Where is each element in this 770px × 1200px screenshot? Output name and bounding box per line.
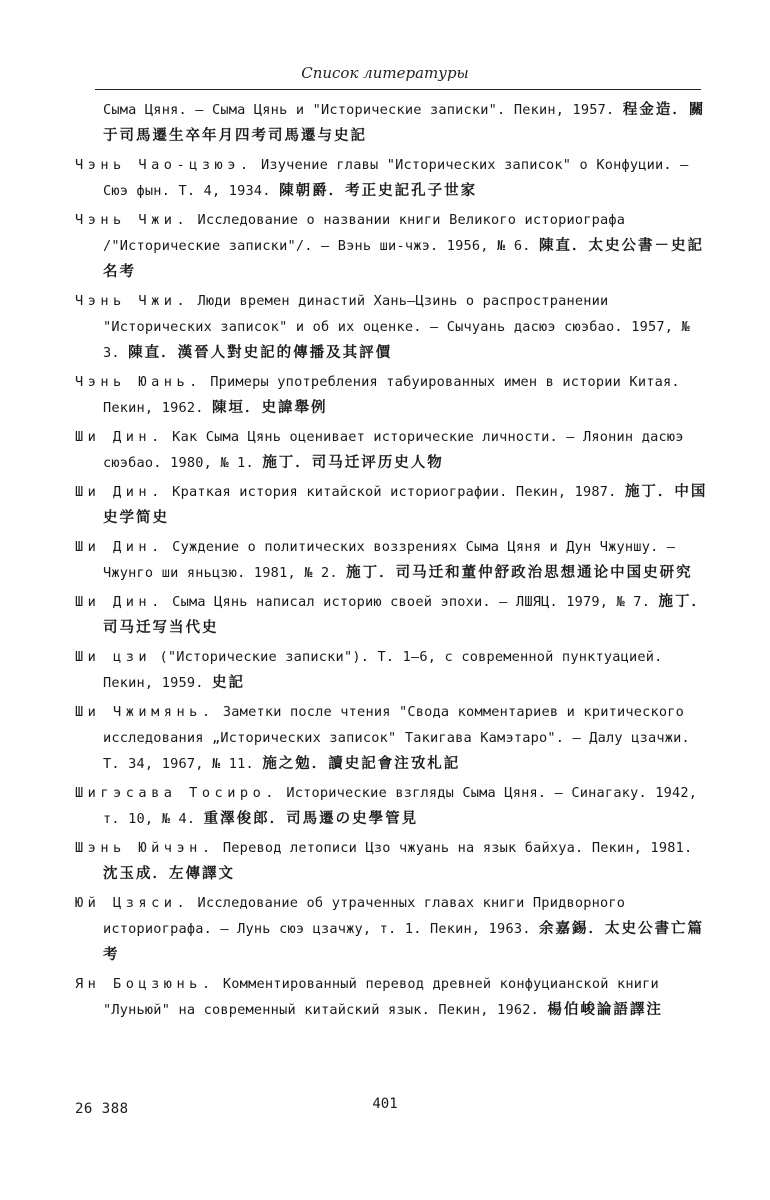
bibliography-entry: [75, 644, 715, 696]
entry-author: Ян Боцзюнь.: [75, 976, 215, 992]
entry-chinese-title: 史記: [212, 675, 245, 691]
entry-author: Ши Чжимянь.: [75, 704, 215, 720]
bibliography-entry: [75, 699, 715, 777]
entry-author: Шэнь Юйчэн.: [75, 840, 215, 856]
entry-chinese-title: 施丁．司马迁和董仲舒政治思想通论中国史研究: [346, 565, 693, 581]
entry-text: Исследование о названии книги Великого историографа /"Исторические записки"/. — Вэнь ши-чжэ. 1956, № 6.: [103, 212, 626, 254]
entry-text: Заметки после чтения "Свода комментариев и критического исследования „Исторических записок" Такигава Камэтаро". — Далу цзачжи. Т. 34, 1967, № 11.: [103, 704, 690, 772]
entry-author: Чэнь Чжи.: [75, 212, 190, 228]
entry-text: Исторические взгляды Сыма Цяня. — Синагаку. 1942, т. 10, № 4.: [103, 785, 698, 827]
entry-chinese-title: 陳朝爵．考正史記孔子世家: [279, 183, 478, 199]
bibliography-entry: [75, 780, 715, 832]
entry-text: Изучение главы "Исторических записок" о Конфуции. — Сюэ фын. Т. 4, 1934.: [103, 157, 689, 199]
entry-text: Комментированный перевод древней конфуцианской книги "Луньюй" на современный китайский язык. Пекин, 1962.: [103, 976, 659, 1018]
entry-chinese-title: 陳垣．史諱舉例: [212, 400, 328, 416]
bibliography-entry: [75, 424, 715, 476]
entry-chinese-title: 陳直．太史公書－史記名考: [103, 238, 704, 280]
bibliography-entry: [75, 589, 715, 641]
header-rule: [95, 89, 701, 90]
entry-chinese-title: 陳直．漢晉人對史記的傳播及其評價: [128, 345, 393, 361]
entry-chinese-title: 沈玉成．左傳譯文: [103, 866, 235, 882]
entry-text: Перевод летописи Цзо чжуань на язык байхуа. Пекин, 1981.: [214, 840, 693, 856]
entry-author: Ши цзи: [75, 649, 152, 665]
entry-author: Ши Дин.: [75, 539, 164, 555]
entry-text: Сыма Цянь написал историю своей эпохи. — ЛШЯЦ. 1979, № 7.: [163, 594, 659, 610]
entry-text: Люди времен династий Хань—Цзинь о распространении "Исторических записок" и об их оценке. — Сычуань дасюэ сюэбао. 1957, № 3.: [103, 293, 690, 361]
entry-author: Чэнь Юань.: [75, 374, 202, 390]
entry-text: Краткая история китайской историографии. Пекин, 1987.: [163, 484, 625, 500]
entry-chinese-title: 楊伯峻論語譯注: [547, 1002, 663, 1018]
entry-text: ("Исторические записки"). Т. 1–6, с современной пунктуацией. Пекин, 1959.: [103, 649, 663, 691]
bibliography-entry: [75, 479, 715, 531]
printer-signature-mark: 26 388: [75, 1101, 129, 1117]
entry-author: Ши Дин.: [75, 484, 164, 500]
bibliography-entry: [75, 369, 715, 421]
entry-author: Чэнь Чао-цзюэ.: [75, 157, 253, 173]
entry-chinese-title: 施丁．中国史学简史: [103, 484, 708, 526]
bibliography-entry: [75, 288, 715, 366]
entry-text: Исследование об утраченных главах книги Придворного историографа. — Лунь сюэ цзачжу, т. 1. Пекин, 1963.: [103, 895, 626, 937]
entry-text: Сыма Цяня. — Сыма Цянь и "Исторические записки". Пекин, 1957.: [103, 102, 623, 118]
entry-chinese-title: 程金造．關于司馬遷生卒年月四考司馬遷与史記: [103, 102, 706, 144]
entry-author: Ши Дин.: [75, 594, 164, 610]
entry-author: Чэнь Чжи.: [75, 293, 190, 309]
entry-author: Юй Цзяси.: [75, 895, 190, 911]
entry-author: Ши Дин.: [75, 429, 164, 445]
entry-text: Примеры употребления табуированных имен в истории Китая. Пекин, 1962.: [103, 374, 680, 416]
bibliography-entry: [75, 835, 715, 887]
running-head-title: Список литературы: [301, 64, 469, 82]
page-number: 401: [372, 1096, 398, 1112]
bibliography-entry: [75, 97, 715, 149]
entry-chinese-title: 施之勉．讀史記會注攷札記: [262, 756, 461, 772]
bibliography-entry: [75, 534, 715, 586]
entry-chinese-title: 施丁．司马迁写当代史: [103, 594, 708, 636]
entry-text: Суждение о политических воззрениях Сыма Цяня и Дун Чжуншу. — Чжунго ши яньцзю. 1981, № 2.: [103, 539, 676, 581]
entry-text: Как Сыма Цянь оценивает исторические личности. — Ляонин дасюэ сюэбао. 1980, № 1.: [103, 429, 684, 471]
entry-chinese-title: 余嘉錫．太史公書亡篇考: [103, 921, 704, 963]
bibliography-list: [75, 97, 715, 1026]
bibliography-entry: [75, 152, 715, 204]
entry-chinese-title: 施丁．司马迁评历史人物: [262, 455, 444, 471]
entry-chinese-title: 重澤俊郎．司馬遷の史學管見: [203, 811, 419, 827]
bibliography-entry: [75, 207, 715, 285]
bibliography-entry: [75, 890, 715, 968]
bibliography-entry: [75, 971, 715, 1023]
entry-author: Шигэсава Тосиро.: [75, 785, 278, 801]
